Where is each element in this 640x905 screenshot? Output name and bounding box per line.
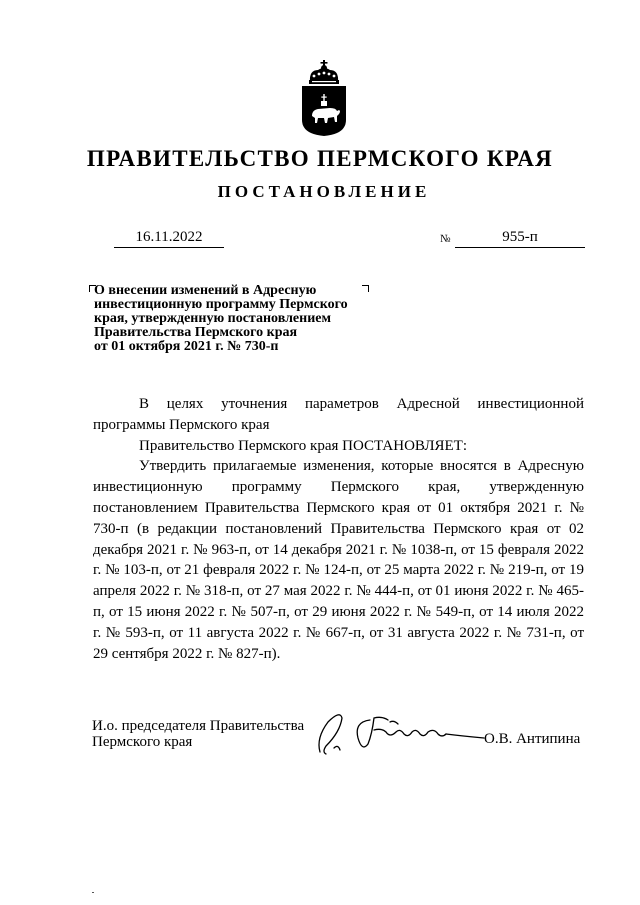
document-number: 955-п — [455, 229, 585, 248]
government-title: ПРАВИТЕЛЬСТВО ПЕРМСКОГО КРАЯ — [86, 146, 554, 171]
subject-line: инвестиционную программу Пермского — [94, 297, 348, 312]
number-sign: № — [440, 233, 451, 245]
document-date: 16.11.2022 — [114, 229, 224, 248]
subject-line: О внесении изменений в Адресную — [94, 283, 317, 298]
body-paragraph-decree: Правительство Пермского края ПОСТАНОВЛЯЕТ: — [139, 437, 468, 454]
subject-line: края, утвержденную постановлением — [94, 311, 332, 326]
document-subject — [94, 284, 384, 354]
signer-position — [92, 718, 304, 750]
handwritten-signature — [312, 708, 492, 760]
document-type: ПОСТАНОВЛЕНИЕ — [217, 182, 431, 201]
body-paragraph-purpose-line2: программы Пермского края — [93, 416, 270, 433]
signer-name: О.В. Антипина — [484, 731, 581, 747]
body-paragraph-approve: Утвердить прилагаемые изменения, которые вносятся в Адресную инвестиционную программу Пермского края, утвержденную постановлением Правительства Пермского края от 01 октября 2021 г. № 730-п (в редакции постановлений Правительства Пермского края от 02 декабря 2021 г. № 963-п, от 14 декабря 2021 г. № 1038-п, от 15 февраля 2022 г. № 103-п, от 21 февраля 2022 г. № 124-п, от 25 марта 2022 г. № 219-п, от 19 апреля 2022 г. № 318-п, от 27 мая 2022 г. № 444-п, от 01 июня 2022 г. № 465-п, от 15 июня 2022 г. № 507-п, от 29 июня 2022 г. № 549-п, от 14 июля 2022 г. № 593-п, от 11 августа 2022 г. № 667-п, от 31 августа 2022 г. № 731-п, от 29 сентября 2022 г. № 827-п). — [93, 458, 584, 662]
signer-position-line1: И.о. председателя Правительства — [92, 718, 305, 734]
body-paragraph-purpose-line1: В целях уточнения параметров Адресной инвестиционной — [139, 396, 584, 412]
document-body — [93, 394, 584, 664]
coat-of-arms-emblem — [296, 58, 352, 138]
subject-line: Правительства Пермского края — [94, 325, 298, 340]
scan-mark — [92, 892, 94, 893]
signer-position-line2: Пермского края — [92, 734, 193, 750]
subject-line: от 01 октября 2021 г. № 730-п — [94, 339, 279, 354]
